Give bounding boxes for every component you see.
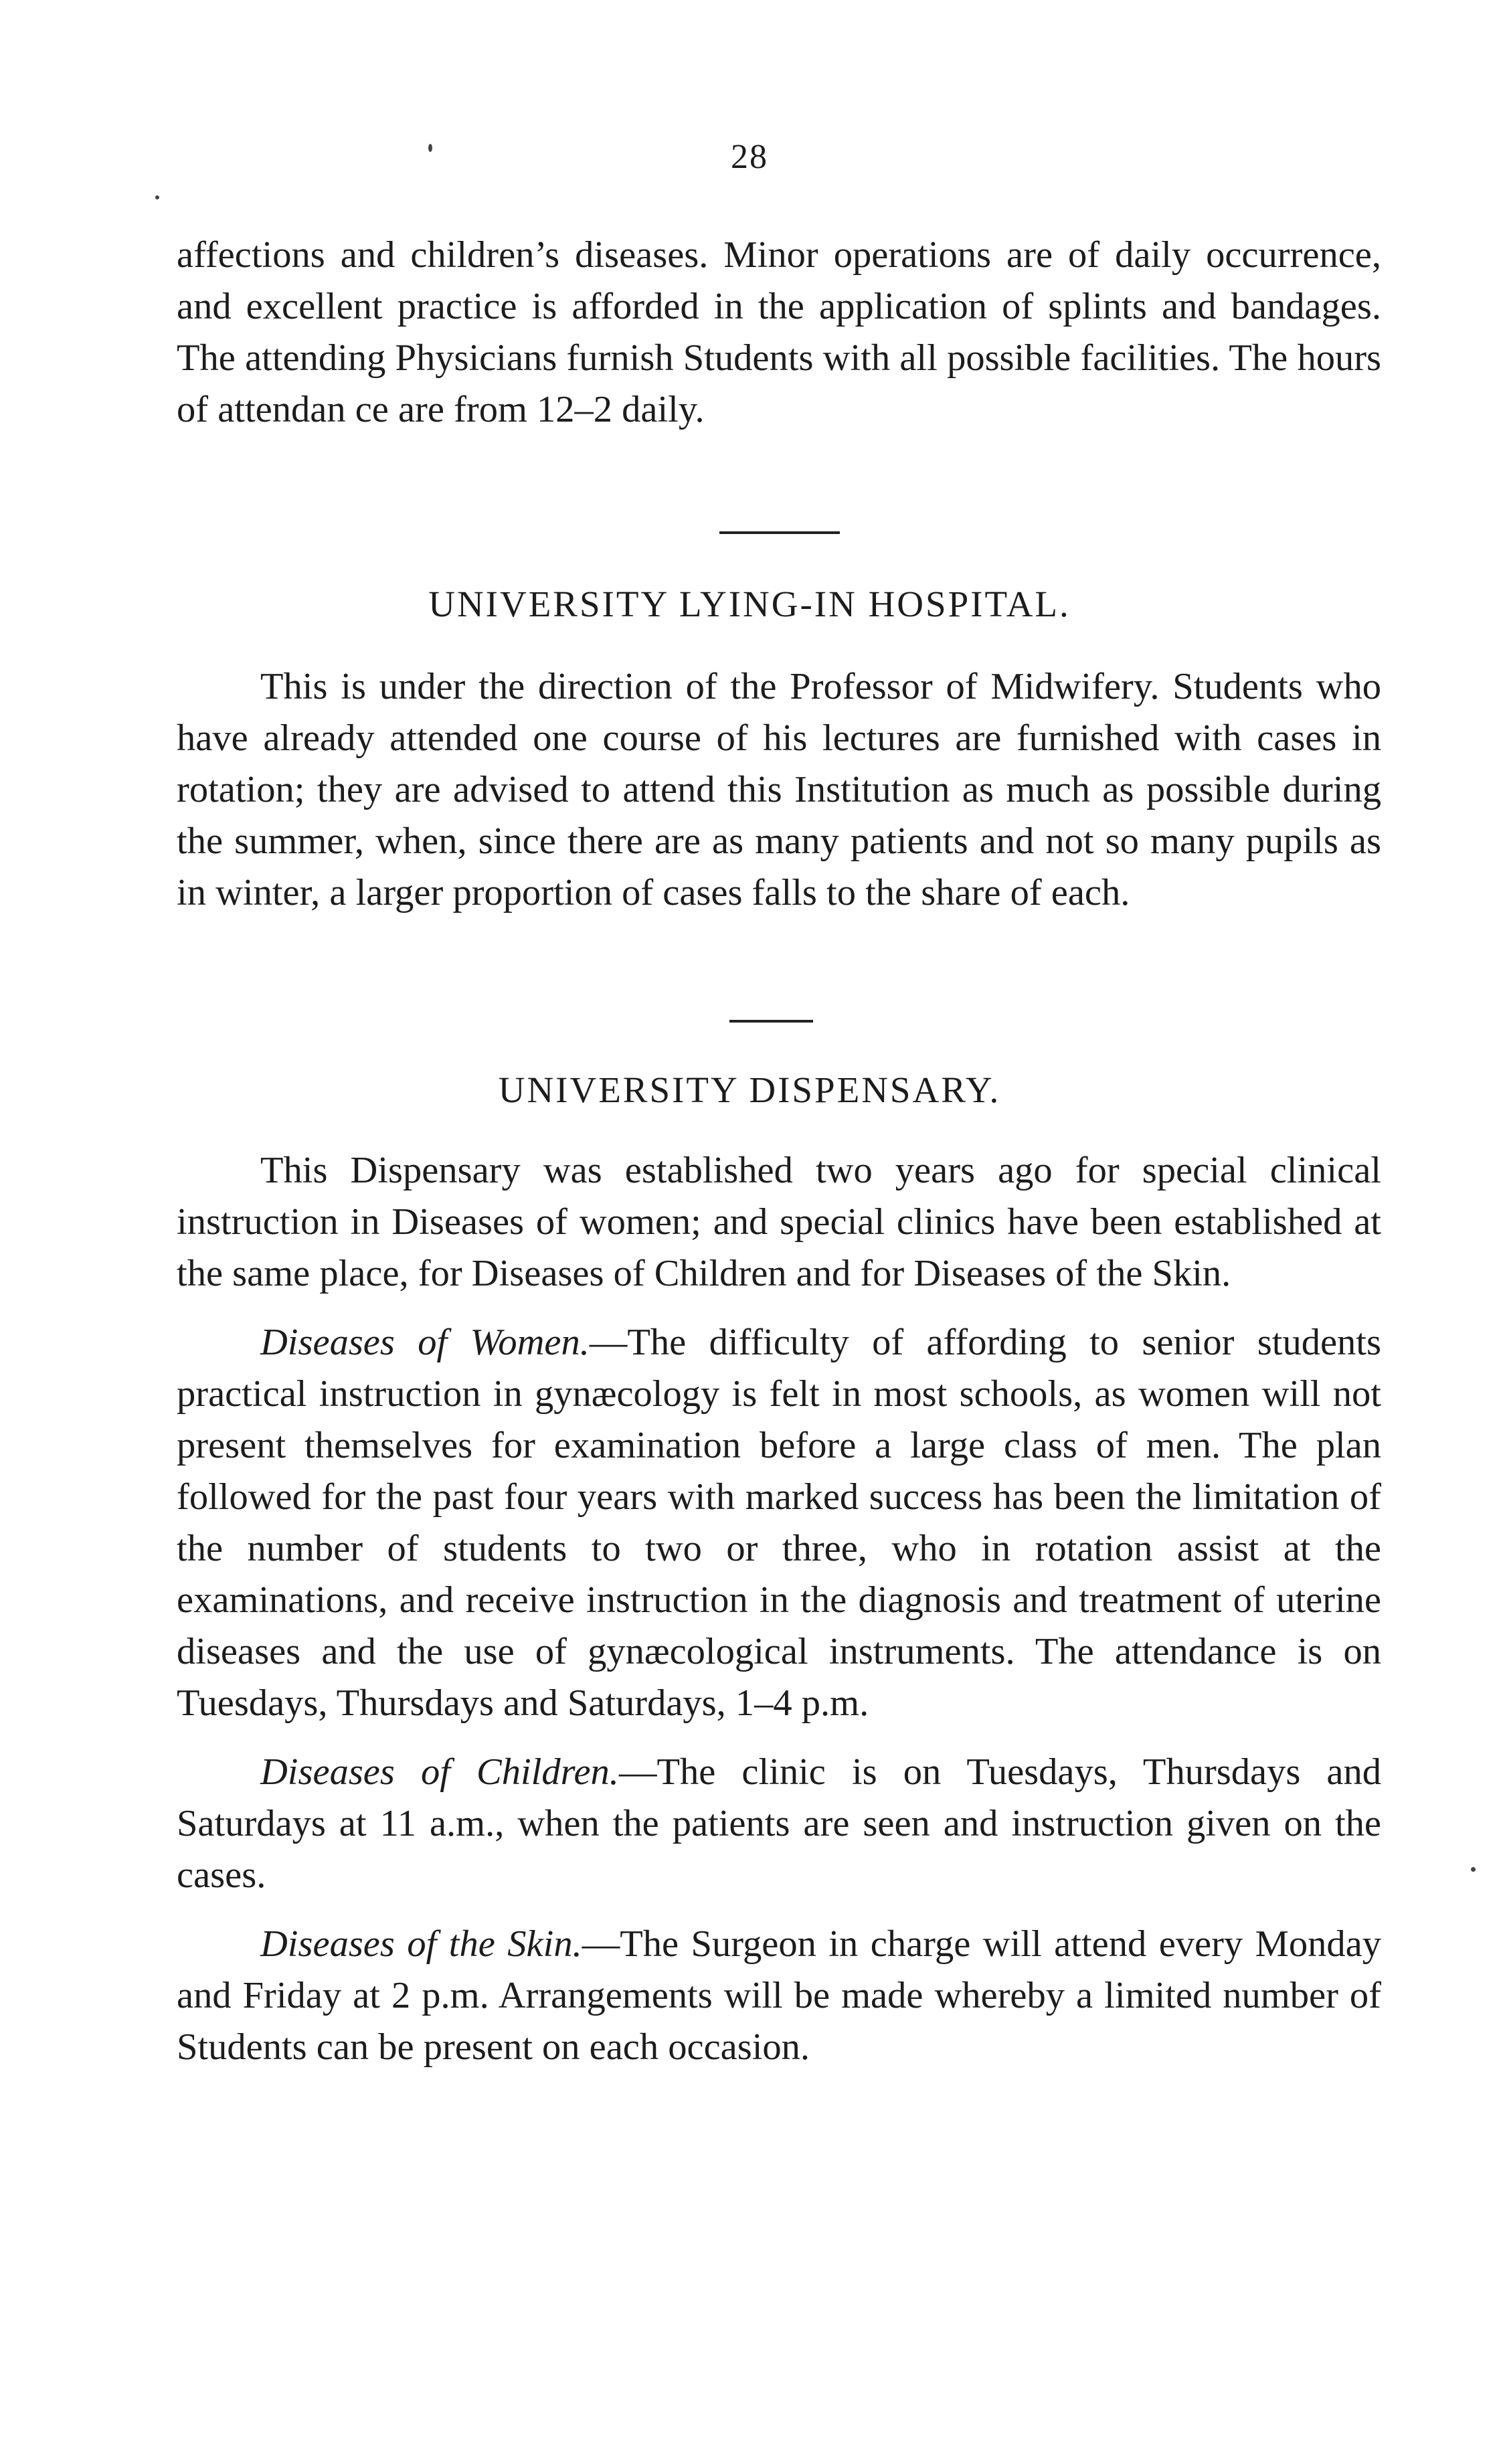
diseases-of-women-text: —The difficulty of affording to senior students practical instruction in gynæcology is felt in most schools, as women will not present themselves for examination before a large class of men. The plan followed for the past four years with marked success has been the limitation of the number of students to two or three, who in rotation assist at the examinations, and receive instruction in the diagnosis and treatment of uterine diseases and the use of gynæcological instruments. The attendance is on Tuesdays, Thursdays and Saturdays, 1–4 p.m. bbox=[177, 1322, 1381, 1724]
dispensary-section bbox=[177, 1145, 1381, 2073]
dispensary-intro-paragraph: This Dispensary was established two years ago for special clinical instruction in Diseases of women; and special clinics have been established at the same place, for Diseases of Children and for Diseases of the Skin. bbox=[177, 1150, 1381, 1294]
diseases-of-children-text: —The clinic is on Tuesdays, Thursdays and Saturdays at 11 a.m., when the patients are seen and instruction given on the cases. bbox=[177, 1751, 1381, 1896]
lying-in-paragraph: This is under the direction of the Professor of Midwifery. Students who have already attended one course of his lectures are furnished with cases in rotation; they are advised to attend this Institution as much as possible during the summer, when, since there are as many patients and not so many pupils as in winter, a larger proportion of cases falls to the share of each. bbox=[177, 666, 1381, 913]
lying-in-section bbox=[177, 661, 1381, 919]
diseases-of-women-title: Diseases of Women. bbox=[260, 1322, 590, 1363]
diseases-of-skin-paragraph bbox=[177, 1919, 1381, 2073]
diseases-of-skin-title: Diseases of the Skin. bbox=[260, 1923, 582, 1965]
diseases-of-children-paragraph bbox=[177, 1747, 1381, 1901]
intro-paragraph: affections and children’s diseases. Minor operations are of daily occurrence, and excellent practice is afforded in the application of splints and bandages. The attending Physicians furnish Students with all possible facilities. The hours of attendan ce are from 12–2 daily. bbox=[177, 234, 1381, 430]
diseases-of-skin-text: —The Surgeon in charge will attend every Monday and Friday at 2 p.m. Arrangements will be made whereby a limited number of Students can be present on each occasion. bbox=[177, 1923, 1381, 2068]
section-divider bbox=[729, 1020, 813, 1023]
ink-speck bbox=[428, 144, 432, 152]
ink-speck bbox=[1471, 1867, 1476, 1872]
page-number: 28 bbox=[731, 138, 768, 176]
section-divider bbox=[719, 531, 840, 534]
lying-in-hospital-heading: UNIVERSITY LYING-IN HOSPITAL. bbox=[428, 584, 1071, 624]
diseases-of-women-paragraph bbox=[177, 1317, 1381, 1729]
intro-section bbox=[177, 230, 1381, 436]
dispensary-heading: UNIVERSITY DISPENSARY. bbox=[498, 1069, 1001, 1110]
ink-speck bbox=[155, 195, 159, 199]
diseases-of-children-title: Diseases of Children. bbox=[260, 1751, 619, 1793]
